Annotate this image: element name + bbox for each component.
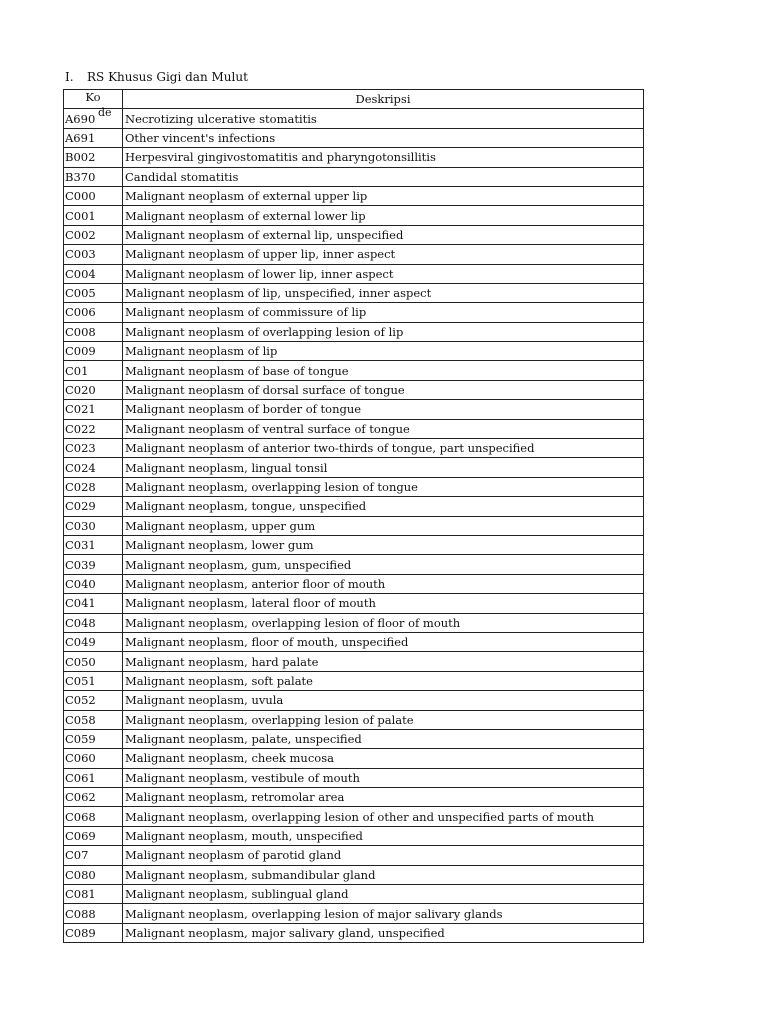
description-cell: Malignant neoplasm, retromolar area [123,788,644,807]
table-row [64,710,644,729]
description-cell: Malignant neoplasm, soft palate [123,671,644,690]
description-cell: Herpesviral gingivostomatitis and pharyngotonsillitis [123,148,644,167]
table-row [64,186,644,205]
description-cell: Malignant neoplasm, upper gum [123,516,644,535]
table-row [64,613,644,632]
table-row [64,128,644,147]
table-row [64,322,644,341]
code-cell: C062 [64,788,123,807]
code-cell: B370 [64,167,123,186]
table-row [64,535,644,554]
description-cell: Malignant neoplasm, major salivary gland, unspecified [123,923,644,942]
table-row [64,225,644,244]
table-row [64,167,644,186]
section-number: I. [65,70,74,84]
description-cell: Malignant neoplasm, lower gum [123,535,644,554]
code-cell: C069 [64,826,123,845]
description-cell: Malignant neoplasm, lateral floor of mouth [123,594,644,613]
table-row [64,846,644,865]
code-cell: C001 [64,206,123,225]
code-cell: C061 [64,768,123,787]
code-cell: C005 [64,283,123,302]
description-cell: Malignant neoplasm of overlapping lesion of lip [123,322,644,341]
code-cell: C081 [64,885,123,904]
table-header-row [64,90,644,109]
description-cell: Malignant neoplasm of ventral surface of tongue [123,419,644,438]
table-row [64,671,644,690]
table-row [64,904,644,923]
code-cell: C080 [64,865,123,884]
table-row [64,380,644,399]
description-cell: Malignant neoplasm, lingual tonsil [123,458,644,477]
table-row [64,768,644,787]
table-row [64,574,644,593]
code-cell: C000 [64,186,123,205]
code-cell: C058 [64,710,123,729]
table-row [64,148,644,167]
description-column-header: Deskripsi [123,90,644,109]
code-cell: C009 [64,342,123,361]
section-title: RS Khusus Gigi dan Mulut [87,70,248,84]
description-cell: Malignant neoplasm, anterior floor of mouth [123,574,644,593]
code-cell: C089 [64,923,123,942]
code-cell: A690 [64,109,123,128]
table-row [64,497,644,516]
table-row [64,206,644,225]
description-cell: Malignant neoplasm of base of tongue [123,361,644,380]
table-row [64,245,644,264]
description-cell: Malignant neoplasm, overlapping lesion of other and unspecified parts of mouth [123,807,644,826]
description-cell: Malignant neoplasm, gum, unspecified [123,555,644,574]
description-cell: Malignant neoplasm, vestibule of mouth [123,768,644,787]
description-cell: Malignant neoplasm, palate, unspecified [123,729,644,748]
code-cell: C020 [64,380,123,399]
table-row [64,885,644,904]
description-cell: Malignant neoplasm of lip, unspecified, inner aspect [123,283,644,302]
description-cell: Candidal stomatitis [123,167,644,186]
table-row [64,729,644,748]
code-cell: C059 [64,729,123,748]
code-cell: C031 [64,535,123,554]
table-body [64,109,644,943]
description-cell: Malignant neoplasm of external upper lip [123,186,644,205]
code-cell: C051 [64,671,123,690]
code-cell: C029 [64,497,123,516]
table-row [64,594,644,613]
description-cell: Other vincent's infections [123,128,644,147]
table-row [64,439,644,458]
code-cell: A691 [64,128,123,147]
description-cell: Malignant neoplasm of dorsal surface of tongue [123,380,644,399]
description-cell: Malignant neoplasm, overlapping lesion of major salivary glands [123,904,644,923]
code-cell: C048 [64,613,123,632]
table-row [64,826,644,845]
description-cell: Malignant neoplasm of upper lip, inner aspect [123,245,644,264]
section-heading [65,70,248,84]
table-row [64,283,644,302]
code-cell: C021 [64,400,123,419]
description-cell: Malignant neoplasm, tongue, unspecified [123,497,644,516]
table-row [64,865,644,884]
table-row [64,477,644,496]
description-cell: Malignant neoplasm of commissure of lip [123,303,644,322]
code-cell: C050 [64,652,123,671]
description-cell: Malignant neoplasm of anterior two-thirds of tongue, part unspecified [123,439,644,458]
table-row [64,788,644,807]
description-cell: Malignant neoplasm of external lower lip [123,206,644,225]
description-cell: Malignant neoplasm, submandibular gland [123,865,644,884]
code-cell: C006 [64,303,123,322]
description-cell: Malignant neoplasm of border of tongue [123,400,644,419]
code-cell: C041 [64,594,123,613]
description-cell: Malignant neoplasm of lower lip, inner aspect [123,264,644,283]
table-row [64,516,644,535]
code-cell: C068 [64,807,123,826]
code-cell: C052 [64,691,123,710]
description-cell: Malignant neoplasm, uvula [123,691,644,710]
code-cell: C07 [64,846,123,865]
table-row [64,264,644,283]
code-cell: C028 [64,477,123,496]
code-cell: C022 [64,419,123,438]
table-row [64,419,644,438]
table-row [64,400,644,419]
table-row [64,807,644,826]
table-row [64,303,644,322]
description-cell: Malignant neoplasm, floor of mouth, unspecified [123,632,644,651]
code-header-part1: Ko [85,90,101,105]
description-cell: Malignant neoplasm, hard palate [123,652,644,671]
description-cell: Malignant neoplasm, overlapping lesion of tongue [123,477,644,496]
description-cell: Malignant neoplasm, overlapping lesion of floor of mouth [123,613,644,632]
code-cell: B002 [64,148,123,167]
table-row [64,691,644,710]
table-row [64,652,644,671]
description-cell: Malignant neoplasm, sublingual gland [123,885,644,904]
table-row [64,923,644,942]
code-cell: C030 [64,516,123,535]
code-cell: C049 [64,632,123,651]
table-row [64,555,644,574]
description-cell: Malignant neoplasm, overlapping lesion of palate [123,710,644,729]
table-row [64,342,644,361]
code-cell: C004 [64,264,123,283]
description-cell: Malignant neoplasm, cheek mucosa [123,749,644,768]
code-cell: C01 [64,361,123,380]
code-cell: C060 [64,749,123,768]
code-cell: C023 [64,439,123,458]
code-cell: C039 [64,555,123,574]
code-cell: C008 [64,322,123,341]
code-cell: C002 [64,225,123,244]
description-cell: Malignant neoplasm of parotid gland [123,846,644,865]
table-row [64,361,644,380]
diagnosis-code-table [63,89,644,943]
description-cell: Malignant neoplasm, mouth, unspecified [123,826,644,845]
code-cell: C024 [64,458,123,477]
table-row [64,749,644,768]
code-cell: C003 [64,245,123,264]
code-cell: C040 [64,574,123,593]
description-cell: Malignant neoplasm of external lip, unspecified [123,225,644,244]
table-row [64,109,644,128]
code-cell: C088 [64,904,123,923]
table-row [64,458,644,477]
description-cell: Malignant neoplasm of lip [123,342,644,361]
description-cell: Necrotizing ulcerative stomatitis [123,109,644,128]
code-header-part2: de [98,106,112,119]
table-row [64,632,644,651]
